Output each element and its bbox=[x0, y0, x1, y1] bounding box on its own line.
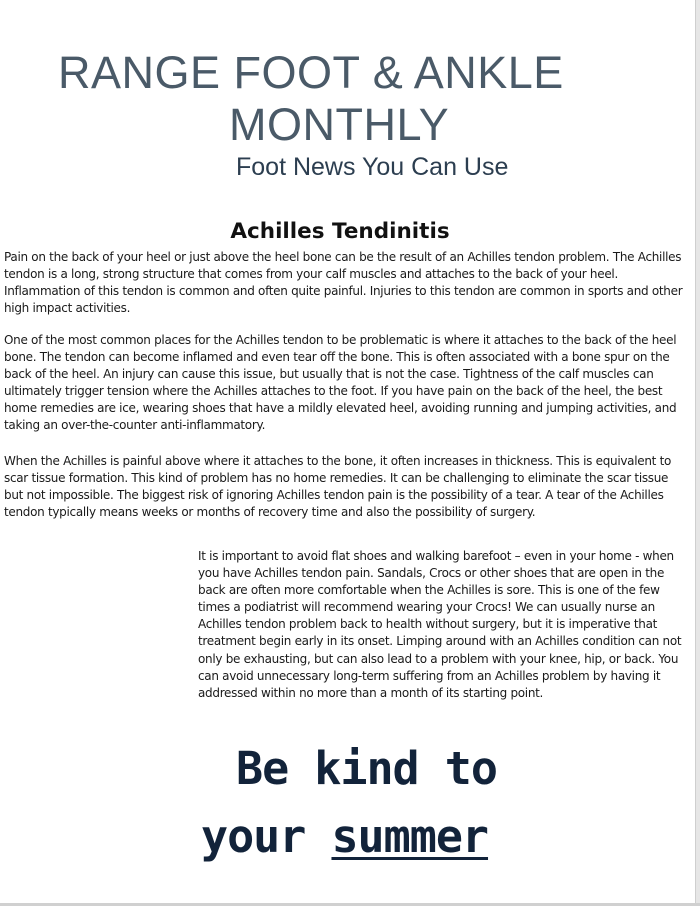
article-title: Achilles Tendinitis bbox=[230, 219, 450, 244]
article-paragraph-2: One of the most common places for the Achilles tendon to be problematic is where it attaches to the back of the heel bone. The tendon can become inflamed and even tear off the bone. This is often associated with a bone spur on the back of the heel. An injury can cause this issue, but usually that is not the case. Tightness of the calf muscles can ultimately trigger tension where the Achilles attaches to the foot. If you have pain on the back of the heel, the best home remedies are ice, wearing shoes that have a mildly elevated heel, avoiding running and jumping activities, and taking an over-the-counter anti-inflammatory. bbox=[4, 333, 677, 432]
slogan-line1: Be kind to bbox=[236, 742, 497, 795]
article-paragraph-3: When the Achilles is painful above where it attaches to the bone, it often increases in thickness. This is equivalent to scar tissue formation. This kind of problem has no home remedies. It can be challenging to eliminate the scar tissue but not impossible. The biggest risk of ignoring Achilles tendon pain is the possibility of a tear. A tear of the Achilles tendon typically means weeks or months of recovery time and also the possibility of surgery. bbox=[4, 454, 672, 519]
masthead-tagline: Foot News You Can Use bbox=[236, 153, 509, 181]
article-paragraph-4: It is important to avoid flat shoes and walking barefoot – even in your home - when you have Achilles tendon pain. Sandals, Crocs or other shoes that are open in the back are often more comfortable when the Achilles is sore. This is one of the few times a podiatrist will recommend wearing your Crocs! We can usually nurse an Achilles tendon problem back to health without surgery, but it is imperative that treatment begin early in its onset. Limping around with an Achilles condition can not only be exhausting, but can also lead to a problem with your knee, hip, or back. You can avoid unnecessary long-term suffering from an Achilles problem by having it addressed within no more than a month of its starting point. bbox=[198, 549, 682, 700]
masthead-title-line2: MONTHLY bbox=[229, 99, 450, 150]
slogan-line2-underlined: summer bbox=[331, 810, 489, 863]
masthead-title-line1: RANGE FOOT & ANKLE bbox=[58, 47, 564, 98]
slogan-line2 bbox=[201, 808, 488, 866]
slogan-line2-prefix: your bbox=[201, 810, 306, 863]
article-paragraph-1: Pain on the back of your heel or just above the heel bone can be the result of an Achilles tendon problem. The Achilles tendon is a long, strong structure that comes from your calf muscles and attaches to the back of your heel. Inflammation of this tendon is common and often quite painful. Injuries to this tendon are common in sports and other high impact activities. bbox=[4, 250, 683, 315]
page-edge-right bbox=[695, 0, 700, 906]
